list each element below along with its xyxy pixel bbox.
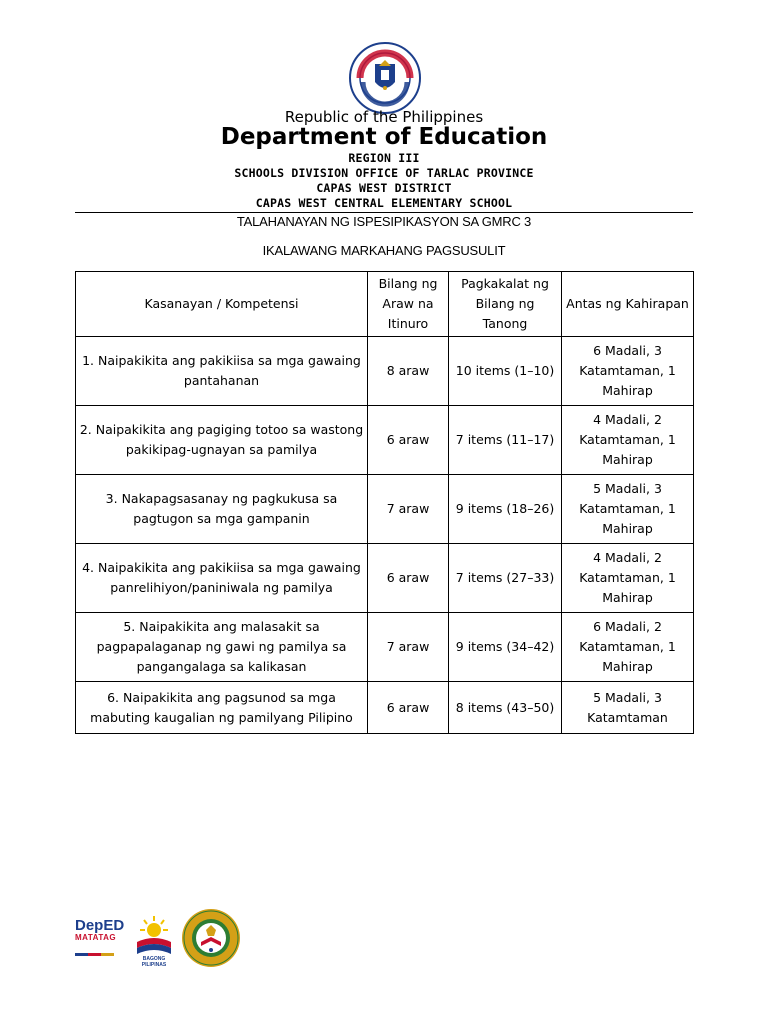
deped-seal-icon	[349, 42, 421, 114]
department-title: Department of Education	[220, 124, 548, 150]
header-item-distribution: Pagkakalat ng Bilang ng Tanong	[449, 272, 562, 337]
table-row	[76, 544, 694, 613]
header-difficulty: Antas ng Kahirapan	[562, 272, 694, 337]
days-cell: 8 araw	[368, 337, 449, 406]
document-title: TALAHANAYAN NG ISPESIPIKASYON SA GMRC 3	[236, 214, 532, 229]
matatag-logo-text: MATATAG	[75, 933, 117, 942]
items-cell: 9 items (18–26)	[449, 475, 562, 544]
items-cell: 7 items (11–17)	[449, 406, 562, 475]
difficulty-cell: 4 Madali, 2 Katamtaman, 1 Mahirap	[562, 406, 694, 475]
table-row	[76, 406, 694, 475]
district-label: CAPAS WEST DISTRICT	[316, 181, 452, 195]
competency-cell: 3. Nakapagsasanay ng pagkukusa sa pagtugon sa mga gampanin	[76, 475, 368, 544]
competency-cell: 4. Naipakikita ang pakikiisa sa mga gawaing panrelihiyon/paniniwala ng pamilya	[76, 544, 368, 613]
header-divider	[75, 212, 693, 213]
difficulty-cell: 5 Madali, 3 Katamtaman, 1 Mahirap	[562, 475, 694, 544]
competency-cell: 5. Naipakikita ang malasakit sa pagpapalaganap ng gawi ng pamilya sa pangangalaga sa kalikasan	[76, 613, 368, 682]
competency-cell: 6. Naipakikita ang pagsunod sa mga mabuting kaugalian ng pamilyang Pilipino	[76, 682, 368, 734]
items-cell: 7 items (27–33)	[449, 544, 562, 613]
days-cell: 7 araw	[368, 613, 449, 682]
table-row	[76, 337, 694, 406]
difficulty-cell: 6 Madali, 3 Katamtaman, 1 Mahirap	[562, 337, 694, 406]
bagong-pilipinas-label: BAGONG PILIPINAS	[141, 956, 167, 968]
document-subtitle: IKALAWANG MARKAHANG PAGSUSULIT	[262, 243, 506, 258]
difficulty-cell: 6 Madali, 2 Katamtaman, 1 Mahirap	[562, 613, 694, 682]
bagong-pilipinas-logo-icon	[131, 912, 177, 966]
days-cell: 6 araw	[368, 544, 449, 613]
school-seal-icon	[181, 908, 241, 968]
republic-label: Republic of the Philippines	[284, 108, 484, 126]
table-row	[76, 613, 694, 682]
header-competency: Kasanayan / Kompetensi	[76, 272, 368, 337]
days-cell: 6 araw	[368, 682, 449, 734]
difficulty-cell: 5 Madali, 3 Katamtaman	[562, 682, 694, 734]
school-label: CAPAS WEST CENTRAL ELEMENTARY SCHOOL	[255, 196, 513, 210]
deped-logo-text: DepED	[75, 917, 125, 934]
days-cell: 6 araw	[368, 406, 449, 475]
competency-cell: 1. Naipakikita ang pakikiisa sa mga gawaing pantahanan	[76, 337, 368, 406]
table-row	[76, 682, 694, 734]
division-label: SCHOOLS DIVISION OFFICE OF TARLAC PROVINCE	[234, 166, 534, 180]
deped-matatag-logo-icon	[75, 918, 127, 962]
days-cell: 7 araw	[368, 475, 449, 544]
items-cell: 9 items (34–42)	[449, 613, 562, 682]
items-cell: 8 items (43–50)	[449, 682, 562, 734]
items-cell: 10 items (1–10)	[449, 337, 562, 406]
difficulty-cell: 4 Madali, 2 Katamtaman, 1 Mahirap	[562, 544, 694, 613]
table-row	[76, 475, 694, 544]
region-label: REGION III	[348, 151, 420, 165]
footer-logos	[75, 908, 245, 968]
competency-cell: 2. Naipakikita ang pagiging totoo sa wastong pakikipag-ugnayan sa pamilya	[76, 406, 368, 475]
header-days: Bilang ng Araw na Itinuro	[368, 272, 449, 337]
specification-table	[75, 271, 694, 734]
table-header-row	[76, 272, 694, 337]
